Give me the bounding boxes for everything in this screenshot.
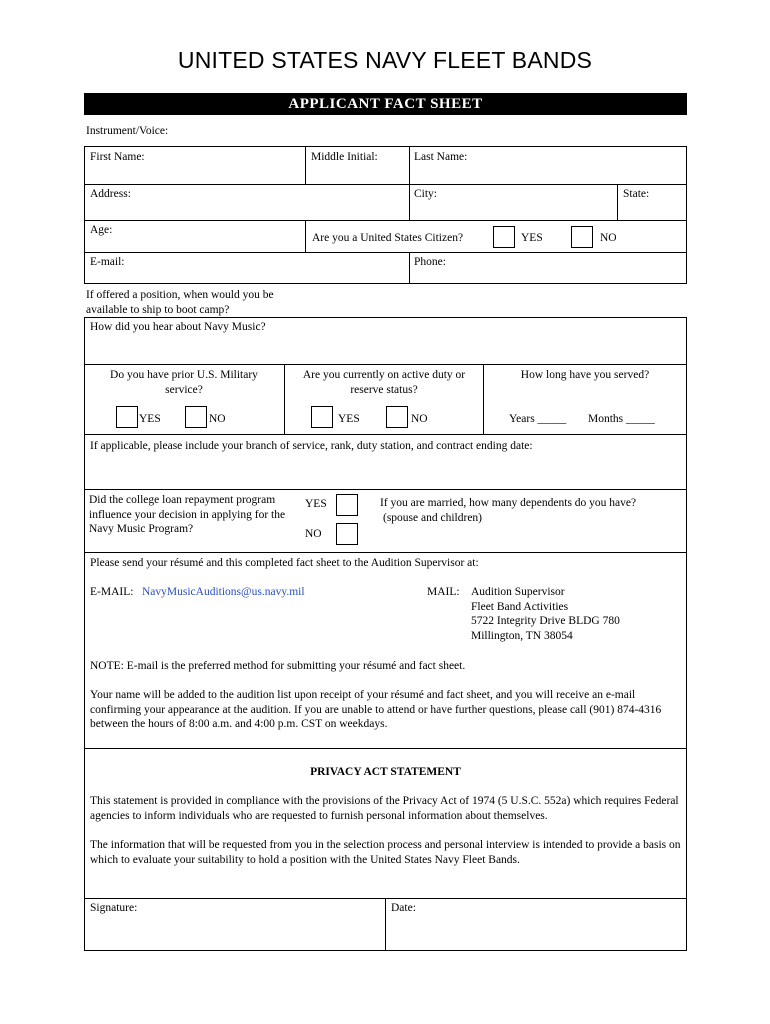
branch-info-field[interactable]: If applicable, please include your branch of service, rank, duty station, and contract ending date:: [90, 440, 533, 452]
age-field[interactable]: Age:: [90, 224, 113, 236]
email-field[interactable]: E-mail:: [90, 256, 125, 268]
audition-info-text: Your name will be added to the audition list upon receipt of your résumé and fact sheet, and you will receive an e-mail confirming your appearance at the audition. If you are unable to attend or have further questions, please call (901) 874-4316 between the hours of 8:00 a.m. and 4:00 p.m. CST on weekdays.: [90, 689, 662, 730]
how-long-question: How long have you served?: [520, 369, 650, 381]
active-duty-question: Are you currently on active duty or reserve status?: [302, 369, 466, 396]
privacy-paragraph-2: The information that will be requested from you in the selection process and personal interview is intended to provide a basis on which to evaluate your suitability to hold a position with the United States Navy Fleet Bands.: [90, 839, 681, 866]
email-preferred-note: NOTE: E-mail is the preferred method for submitting your résumé and fact sheet.: [90, 660, 466, 672]
middle-initial-field[interactable]: Middle Initial:: [311, 151, 378, 163]
loan-yes-label: YES: [305, 498, 327, 510]
loan-question: Did the college loan repayment program influence your decision in applying for the Navy Music Program?: [89, 494, 286, 535]
dependents-note: (spouse and children): [383, 512, 482, 524]
active-duty-no-checkbox[interactable]: [386, 406, 408, 428]
active-duty-yes-checkbox[interactable]: [311, 406, 333, 428]
citizen-question: Are you a United States Citizen?: [312, 232, 464, 244]
prior-service-yes-label: YES: [139, 413, 161, 425]
citizen-yes-checkbox[interactable]: [493, 226, 515, 248]
instrument-voice-label: Instrument/Voice:: [86, 125, 169, 137]
city-field[interactable]: City:: [414, 188, 438, 200]
signature-field[interactable]: Signature:: [90, 902, 138, 914]
mail-label: MAIL:: [427, 586, 460, 598]
date-field[interactable]: Date:: [391, 902, 416, 914]
citizen-no-checkbox[interactable]: [571, 226, 593, 248]
applicant-details-table: [84, 317, 687, 951]
months-served-field[interactable]: Months _____: [588, 413, 655, 425]
address-field[interactable]: Address:: [90, 188, 131, 200]
page-title: UNITED STATES NAVY FLEET BANDS: [177, 47, 593, 73]
personal-info-table: [84, 146, 687, 284]
citizen-yes-label: YES: [521, 232, 543, 244]
section-banner: APPLICANT FACT SHEET: [84, 93, 687, 115]
privacy-heading: PRIVACY ACT STATEMENT: [310, 766, 461, 778]
mail-line-4: Millington, TN 38054: [471, 630, 573, 642]
active-duty-no-label: NO: [411, 413, 428, 425]
mail-line-2: Fleet Band Activities: [471, 601, 569, 613]
phone-field[interactable]: Phone:: [414, 256, 446, 268]
prior-service-question: Do you have prior U.S. Military service?: [110, 369, 258, 396]
loan-no-label: NO: [305, 528, 322, 540]
mail-line-3: 5722 Integrity Drive BLDG 780: [471, 615, 620, 627]
first-name-field[interactable]: First Name:: [90, 151, 145, 163]
contact-email-link[interactable]: NavyMusicAuditions@us.navy.mil: [142, 586, 305, 598]
state-field[interactable]: State:: [623, 188, 650, 200]
years-served-field[interactable]: Years _____: [509, 413, 567, 425]
prior-service-no-checkbox[interactable]: [185, 406, 207, 428]
loan-yes-checkbox[interactable]: [336, 494, 358, 516]
privacy-paragraph-1: This statement is provided in compliance with the provisions of the Privacy Act of 1974 (5 U.S.C. 552a) which requires Federal agencies to inform individuals who are requested to furnish personal information about themselves.: [90, 795, 679, 822]
citizen-no-label: NO: [600, 232, 617, 244]
active-duty-yes-label: YES: [338, 413, 360, 425]
last-name-field[interactable]: Last Name:: [414, 151, 468, 163]
dependents-question[interactable]: If you are married, how many dependents do you have?: [380, 497, 637, 509]
email-label: E-MAIL:: [90, 586, 134, 598]
hear-about-field[interactable]: How did you hear about Navy Music?: [90, 321, 266, 333]
prior-service-no-label: NO: [209, 413, 226, 425]
contact-intro: Please send your résumé and this completed fact sheet to the Audition Supervisor at:: [90, 557, 479, 569]
prior-service-yes-checkbox[interactable]: [116, 406, 138, 428]
boot-camp-question: If offered a position, when would you be available to ship to boot camp?: [86, 289, 274, 316]
loan-no-checkbox[interactable]: [336, 523, 358, 545]
mail-line-1: Audition Supervisor: [471, 586, 565, 598]
